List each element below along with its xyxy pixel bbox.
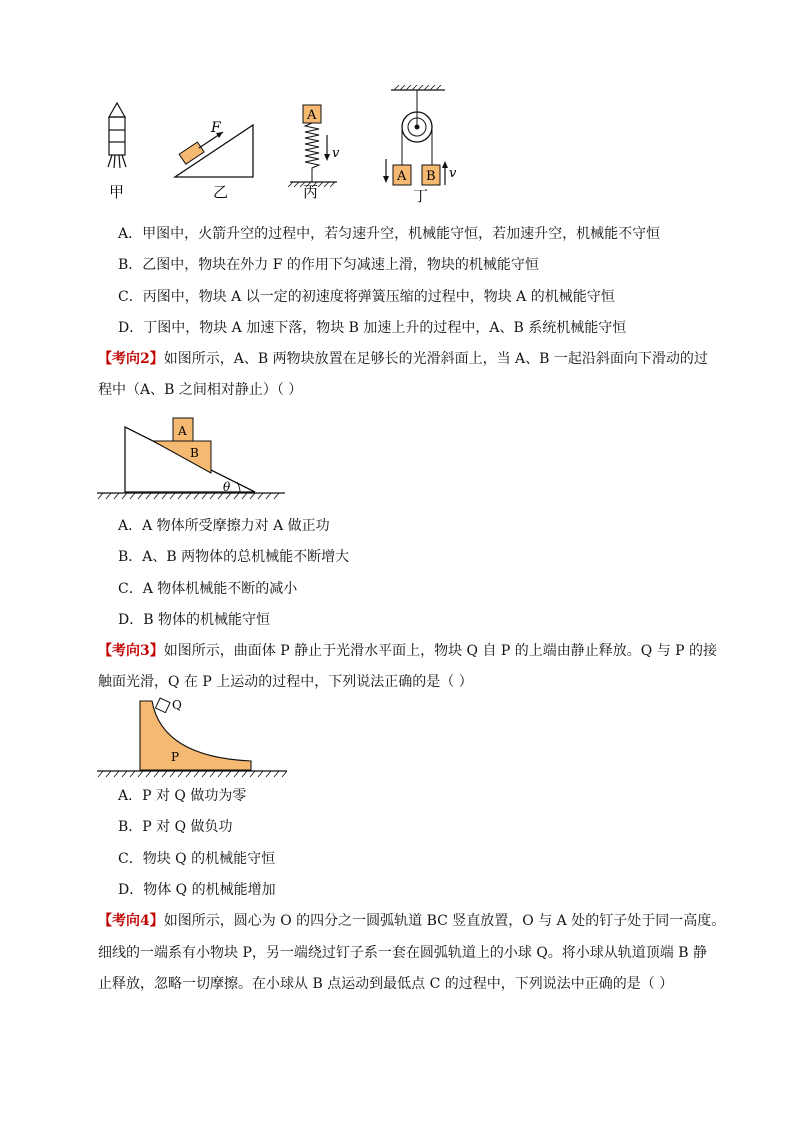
q2-option-b: B．A、B 两物体的总机械能不断增大 <box>118 549 350 565</box>
q2-tag: 【考向2】 <box>98 351 164 367</box>
q4-text-line1: 如图所示，圆心为 O 的四分之一圆弧轨道 BC 竖直放置，O 与 A 处的钉子处于同一高度。 <box>163 913 726 929</box>
q2-text-line1: 如图所示，A、B 两物块放置在足够长的光滑斜面上，当 A、B 一起沿斜面向下滑动的过 <box>163 351 708 367</box>
velocity-label-spring: v <box>332 146 340 161</box>
q2-option-d: D．B 物体的机械能守恒 <box>118 612 270 628</box>
pulley-block-a-label: A <box>397 169 407 184</box>
q4-tag: 【考向4】 <box>98 913 164 929</box>
force-label: F <box>211 120 221 136</box>
label-yi: 乙 <box>213 183 229 201</box>
pulley-block-b-label: B <box>426 169 436 184</box>
q3-text-line1: 如图所示，曲面体 P 静止于光滑水平面上，物块 Q 自 P 的上端由静止释放。Q 与 P 的接 <box>163 643 718 659</box>
block-q-label: Q <box>172 698 182 712</box>
q2-stem-line1 <box>98 350 708 368</box>
q1-option-b: B．乙图中，物块在外力 F 的作用下匀减速上滑，物块的机械能守恒 <box>118 257 539 273</box>
q1-option-a: A．甲图中，火箭升空的过程中，若匀速升空，机械能守恒，若加速升空，机械能不守恒 <box>118 226 661 242</box>
figure-curved-body <box>95 695 295 780</box>
q3-stem-line1 <box>98 642 717 660</box>
q3-option-c: C．物块 Q 的机械能守恒 <box>118 851 276 867</box>
q4-stem-line1 <box>98 912 725 930</box>
velocity-label-pulley: v <box>449 166 457 181</box>
figure-incline-ab <box>95 412 295 507</box>
rocket-diagram <box>108 103 126 168</box>
figure-four-scenarios <box>95 85 465 210</box>
q1-option-d: D．丁图中，物块 A 加速下落，物块 B 加速上升的过程中，A、B 系统机械能守恒 <box>118 320 627 336</box>
q2-option-c: C．A 物体机械能不断的减小 <box>118 581 298 597</box>
body-p-label: P <box>171 750 180 764</box>
q2-option-a: A．A 物体所受摩擦力对 A 做正功 <box>118 518 330 534</box>
block-a-label: A <box>307 108 317 123</box>
incline-block-a-label: A <box>178 424 187 438</box>
q1-option-c: C．丙图中，物块 A 以一定的初速度将弹簧压缩的过程中，物块 A 的机械能守恒 <box>118 289 615 305</box>
label-ding: 丁 <box>413 187 429 205</box>
angle-theta-label: θ <box>223 480 231 494</box>
q4-stem-line3: 止释放，忽略一切摩擦。在小球从 B 点运动到最低点 C 的过程中，下列说法中正确的是（ ） <box>98 976 674 992</box>
label-bing: 丙 <box>303 183 319 201</box>
q2-stem-line2: 程中（A、B 之间相对静止）（ ） <box>98 382 303 398</box>
label-jia: 甲 <box>109 183 125 201</box>
q3-tag: 【考向3】 <box>98 643 164 659</box>
q3-option-b: B．P 对 Q 做负功 <box>118 819 233 835</box>
q3-stem-line2: 触面光滑，Q 在 P 上运动的过程中，下列说法正确的是（ ） <box>98 674 473 690</box>
incline-block-b-label: B <box>190 446 199 460</box>
q4-stem-line2: 细线的一端系有小物块 P，另一端绕过钉子系一套在圆弧轨道上的小球 Q。将小球从轨道顶端 B 静 <box>98 945 707 961</box>
pulley-diagram <box>383 85 448 185</box>
q3-option-a: A．P 对 Q 做功为零 <box>118 788 247 804</box>
q3-option-d: D．物体 Q 的机械能增加 <box>118 882 276 898</box>
